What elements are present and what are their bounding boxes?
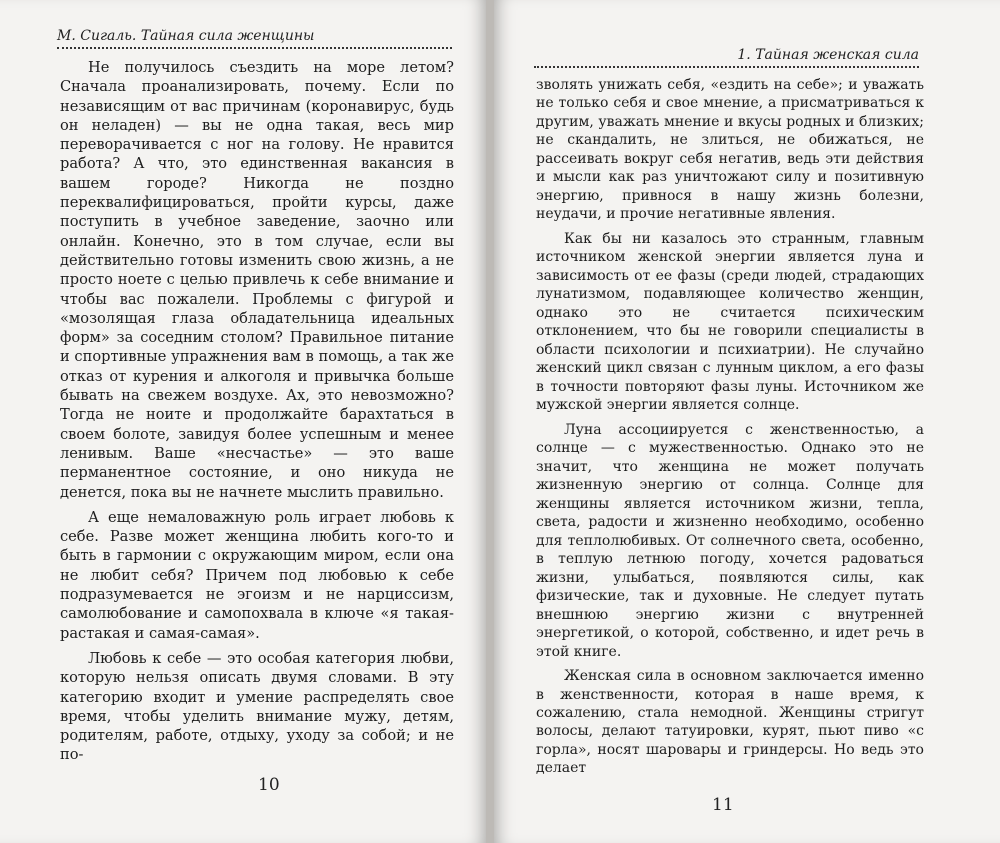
running-head-left: М. Сигаль. Тайная сила женщины (57, 28, 452, 49)
paragraph: Женская сила в основном заключается именно в женственности, которая в наше время, к сожалению, стала немодной. Женщины стригут волосы, делают татуировки, курят, пьют пиво «с горла», носят шаровары и гриндерсы. Но ведь это делает (536, 668, 924, 777)
paragraph: А еще немаловажную роль играет любовь к себе. Разве может женщина любить кого-то и быть в гармонии с окружающим миром, если она не любит себя? Причем под любовью к себе подразумевается не эгоизм и не нарциссизм, самолюбование и самопохвала в ключе «я такая-растакая и самая-самая». (60, 508, 454, 642)
paragraph: Любовь к себе — это особая категория любви, которую нельзя описать двумя словами. В эту категорию входит и умение распределять свое время, чтобы уделить внимание мужу, детям, родителям, работе, отдыху, уходу за собой; и не по- (60, 649, 454, 764)
paragraph-continued: зволять унижать себя, «ездить на себе»; и уважать не только себя и свое мнение, а присматриваться к другим, уважать мнение и вкусы родных и близких; не скандалить, не злиться, не обижаться, не рассеивать вокруг себя негатив, ведь эти действия и мысли как раз уничтожают силу и позитивную энергию, привнося в нашу жизнь болезни, неудачи, и прочие негативные явления. (536, 77, 924, 223)
paragraph: Луна ассоциируется с женственностью, а солнце — с мужественностью. Однако это не значит, что женщина не может получать жизненную энергию от солнца. Солнце для женщины является источником жизни, тепла, света, радости и жизненно необходимо, особенно для теплолюбивых. От солнечного света, особенно, в теплую летнюю погоду, хочется радоваться жизни, улыбаться, появляются силы, как физические, так и духовные. Не следует путать внешнюю энергию жизни с внутренней энергетикой, о которой, собственно, и идет речь в этой книге. (536, 421, 924, 660)
right-page-text (536, 76, 924, 778)
page-number-right: 11 (712, 795, 734, 815)
right-page (494, 0, 1000, 843)
left-page (0, 0, 486, 843)
paragraph: Не получилось съездить на море летом? Сначала проанализировать, почему. Если по независящим от вас причинам (коронавирус, будь он неладен) — вы не одна такая, весь мир переворачивается с ног на голову. Не нравится работа? А что, это единственная вакансия в вашем городе? Никогда не поздно переквалифицироваться, пройти курсы, даже поступить в учебное заведение, заочно или онлайн. Конечно, это в том случае, если вы действительно готовы изменить свою жизнь, а не просто ноете с целью привлечь к себе внимание и чтобы вас пожалели. Проблемы с фигурой и «мозолящая глаза обладательница идеальных форм» за соседним столом? Правильное питание и спортивные упражнения вам в помощь, а так же отказ от курения и алкоголя и привычка больше бывать на свежем воздухе. Ах, это невозможно? Тогда не ноите и продолжайте барахтаться в своем болоте, завидуя более успешным и менее ленивым. Ваше «несчастье» — это ваше перманентное состояние, и оно никуда не денется, пока вы не начнете мыслить правильно. (60, 59, 454, 501)
book-gutter (486, 0, 494, 843)
paragraph: Как бы ни казалось это странным, главным источником женской энергии является луна и зависимость от ее фазы (среди людей, страдающих лунатизмом, подавляющее количество женщин, однако это не считается психическим отклонением, что бы не говорили специалисты в области психологии и психиатрии). Не случайно женский цикл связан с лунным циклом, а его фазы в точности повторяют фазы луны. Источником же мужской энергии является солнце. (536, 230, 924, 414)
left-page-text (60, 58, 454, 765)
running-head-right: 1. Тайная женская сила (534, 47, 919, 68)
page-number-left: 10 (258, 775, 280, 795)
